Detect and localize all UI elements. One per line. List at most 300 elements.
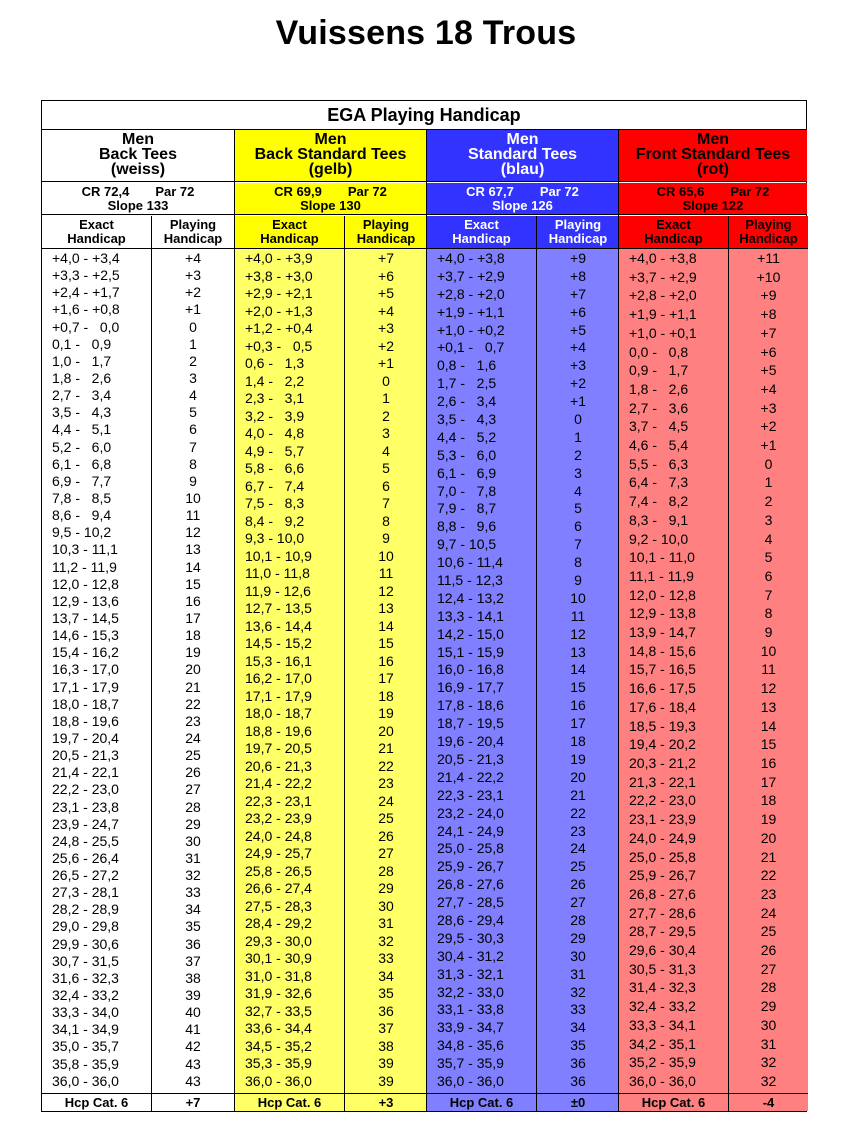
exact-range: 14,2 - 15,0 [437, 625, 504, 642]
playing-handicap-header [729, 216, 808, 249]
exact-range: 16,2 - 17,0 [245, 670, 312, 686]
exact-range: 22,2 - 23,0 [52, 781, 119, 798]
exact-range: +1,2 - +0,4 [245, 320, 313, 336]
playing-value: 15 [570, 679, 586, 696]
playing-value: 36 [185, 935, 201, 952]
header-line: Handicap [739, 231, 798, 246]
exact-range: +1,9 - +1,1 [437, 303, 505, 320]
exact-range: 28,6 - 29,4 [437, 911, 504, 928]
playing-value: +4 [378, 302, 394, 319]
exact-range: 23,1 - 23,9 [629, 811, 696, 828]
playing-value: 39 [185, 987, 201, 1004]
playing-value: 17 [185, 609, 201, 626]
exact-range: 17,1 - 17,9 [52, 678, 119, 695]
exact-handicap-header [619, 216, 728, 249]
exact-range: 8,3 - 9,1 [629, 511, 689, 528]
playing-value: 12 [378, 582, 394, 599]
exact-range: 11,2 - 11,9 [52, 558, 117, 575]
playing-value: 25 [185, 747, 201, 764]
header-line: Handicap [356, 231, 416, 246]
exact-range: 12,7 - 13,5 [245, 600, 312, 616]
header-line: Exact [656, 217, 691, 232]
playing-value: +2 [185, 284, 201, 301]
exact-range: 8,6 - 9,4 [52, 507, 112, 524]
exact-handicap-column [427, 216, 536, 1111]
exact-range: 18,5 - 19,3 [629, 717, 696, 734]
exact-range: 17,6 - 18,4 [629, 698, 696, 715]
exact-range: 27,5 - 28,3 [245, 897, 312, 914]
exact-range: 35,8 - 35,9 [52, 1055, 119, 1072]
exact-range: +1,0 - +0,1 [629, 324, 697, 341]
exact-range: 29,6 - 30,4 [629, 942, 696, 959]
exact-range: +4,0 - +3,4 [52, 250, 120, 266]
playing-value: 5 [189, 404, 197, 421]
exact-range: 6,9 - 7,7 [52, 472, 112, 489]
playing-value: 34 [378, 967, 394, 984]
playing-value: +1 [570, 393, 586, 410]
playing-value: 43 [185, 1055, 201, 1072]
exact-range: 34,8 - 35,6 [437, 1037, 504, 1054]
playing-value: 18 [760, 792, 777, 809]
header-line: Exact [464, 217, 499, 232]
playing-value: 24 [570, 840, 586, 857]
playing-value: 26 [185, 764, 201, 781]
exact-range: 18,8 - 19,6 [245, 722, 312, 739]
playing-value: 34 [185, 901, 201, 918]
exact-range: 29,3 - 30,0 [245, 932, 312, 949]
playing-handicap-header [537, 216, 619, 249]
exact-range: 15,4 - 16,2 [52, 644, 119, 661]
exact-range: 9,2 - 10,0 [629, 530, 689, 547]
exact-range: 30,4 - 31,2 [437, 947, 504, 964]
playing-value: 28 [378, 862, 394, 879]
exact-handicap-list [619, 251, 728, 1089]
playing-value: 12 [185, 524, 201, 541]
playing-value: 24 [185, 729, 201, 746]
column-header-line: Men [697, 131, 729, 148]
playing-handicap-list [345, 251, 427, 1089]
playing-value: 35 [185, 918, 201, 935]
playing-value: +6 [378, 267, 394, 284]
playing-value: 3 [574, 464, 582, 481]
playing-value: 8 [574, 554, 582, 571]
playing-value: +2 [570, 375, 586, 392]
exact-range: 31,6 - 32,3 [52, 969, 119, 986]
column-header [42, 130, 234, 182]
playing-value: +1 [378, 355, 394, 371]
playing-value: 36 [570, 1072, 586, 1089]
header-line: Playing [554, 217, 602, 232]
playing-value: 22 [185, 695, 201, 712]
playing-value: 0 [382, 372, 390, 389]
handicap-category-label: Hcp Cat. 6 [427, 1093, 536, 1111]
exact-range: 13,9 - 14,7 [629, 624, 696, 641]
exact-range: 13,6 - 14,4 [245, 617, 312, 634]
exact-range: 9,7 - 10,5 [437, 536, 497, 553]
exact-range: 2,6 - 3,4 [437, 393, 497, 410]
exact-range: 19,6 - 20,4 [437, 733, 504, 750]
playing-value: 14 [378, 617, 394, 634]
exact-range: 10,1 - 10,9 [245, 547, 312, 564]
playing-value: 21 [378, 740, 394, 756]
column-header-line: (weiss) [110, 161, 166, 178]
rating-line [619, 184, 807, 199]
exact-range: +2,8 - +2,0 [437, 285, 505, 302]
playing-value: 2 [574, 446, 582, 463]
header-line: Handicap [260, 231, 319, 246]
playing-value: 32 [760, 1054, 777, 1071]
column-header-line: Back Tees [99, 146, 177, 163]
playing-handicap-list [152, 251, 234, 1089]
exact-range: 6,7 - 7,4 [245, 477, 305, 494]
playing-value: +4 [185, 250, 201, 266]
playing-value: 35 [378, 985, 394, 1001]
exact-range: 11,1 - 11,9 [629, 567, 694, 584]
playing-value: 16 [378, 652, 394, 669]
playing-value: +2 [760, 418, 777, 435]
playing-value: 29 [185, 815, 201, 832]
exact-range: +0,1 - 0,7 [437, 339, 505, 356]
playing-value: +10 [756, 268, 781, 285]
playing-value: 30 [185, 832, 201, 849]
column-header [427, 130, 618, 182]
exact-range: 24,0 - 24,9 [629, 829, 696, 846]
exact-range: 1,7 - 2,5 [437, 375, 497, 392]
playing-value: 2 [189, 352, 197, 369]
playing-value: 16 [185, 592, 201, 609]
rating-line [42, 184, 234, 199]
course-rating [42, 183, 234, 215]
exact-range: 31,0 - 31,8 [245, 967, 312, 984]
column-header [235, 130, 426, 182]
exact-range: 3,5 - 4,3 [437, 411, 497, 428]
exact-range: +4,0 - +3,9 [245, 250, 313, 266]
header-line: Handicap [644, 231, 703, 246]
exact-range: 24,8 - 25,5 [52, 832, 119, 849]
playing-value: 9 [574, 572, 582, 589]
playing-value: 0 [189, 318, 197, 335]
column-header-line: (blau) [500, 161, 545, 178]
exact-range: 25,9 - 26,7 [629, 867, 696, 884]
exact-range: 0,1 - 0,9 [52, 335, 112, 352]
playing-value: 38 [185, 969, 201, 986]
exact-range: 32,7 - 33,5 [245, 1002, 312, 1019]
playing-value: 13 [570, 643, 586, 660]
playing-value: 23 [378, 775, 394, 791]
exact-range: 33,1 - 33,8 [437, 1001, 504, 1018]
playing-value: 25 [570, 858, 586, 875]
playing-value: 11 [185, 507, 201, 524]
course-rating [619, 183, 807, 215]
exact-range: 19,4 - 20,2 [629, 736, 696, 753]
exact-range: 11,9 - 12,6 [245, 582, 311, 599]
exact-handicap-column [235, 216, 344, 1111]
course-rating-value: CR 67,7 [466, 184, 514, 199]
exact-range: 6,1 - 6,9 [437, 464, 497, 481]
playing-value: 15 [760, 736, 777, 753]
playing-value: 7 [382, 495, 390, 511]
playing-value: 18 [378, 687, 394, 704]
playing-value: 7 [764, 586, 773, 603]
playing-value: 27 [185, 781, 201, 798]
exact-range: 25,0 - 25,8 [629, 848, 696, 865]
exact-range: 19,7 - 20,4 [52, 729, 119, 746]
course-rating [235, 183, 426, 215]
exact-range: 16,3 - 17,0 [52, 661, 119, 678]
playing-value: 15 [378, 635, 394, 651]
exact-handicap-header [42, 216, 151, 249]
playing-value: 4 [764, 530, 773, 547]
playing-value: 39 [378, 1072, 394, 1089]
exact-range: 7,8 - 8,5 [52, 489, 112, 506]
playing-value: 19 [185, 644, 201, 661]
playing-value: +5 [378, 285, 394, 301]
playing-value: 23 [760, 885, 777, 902]
exact-range: 20,5 - 21,3 [52, 747, 119, 764]
playing-value: 36 [378, 1002, 394, 1019]
exact-handicap-list [235, 251, 344, 1089]
playing-value: 26 [760, 942, 777, 959]
exact-handicap-list [427, 251, 536, 1089]
exact-range: 0,9 - 1,7 [629, 362, 689, 379]
exact-range: 34,2 - 35,1 [629, 1035, 696, 1052]
exact-range: 16,0 - 16,8 [437, 661, 504, 678]
exact-range: 8,4 - 9,2 [245, 512, 305, 529]
exact-range: 33,6 - 34,4 [245, 1020, 312, 1036]
exact-range: 3,5 - 4,3 [52, 404, 112, 421]
playing-value: 10 [760, 642, 777, 659]
handicap-category-label: Hcp Cat. 6 [235, 1093, 344, 1111]
exact-range: 22,2 - 23,0 [629, 792, 696, 809]
tee-column-rot [618, 130, 807, 1111]
exact-range: +2,9 - +2,1 [245, 285, 313, 301]
exact-range: +3,7 - +2,9 [437, 267, 505, 284]
exact-range: +1,9 - +1,1 [629, 306, 697, 323]
exact-range: 32,4 - 33,2 [52, 987, 119, 1004]
playing-value: 33 [570, 1001, 586, 1018]
playing-value: 33 [378, 950, 394, 966]
playing-value: 28 [760, 979, 777, 996]
playing-value: 24 [760, 904, 777, 921]
playing-value: 24 [378, 792, 394, 809]
exact-range: 4,4 - 5,1 [52, 421, 112, 438]
exact-range: 33,9 - 34,7 [437, 1019, 504, 1036]
playing-handicap-header [345, 216, 427, 249]
playing-value: 2 [764, 493, 773, 510]
course-rating [427, 183, 618, 215]
playing-value: 2 [382, 407, 390, 424]
slope-value: Slope 122 [682, 198, 744, 213]
header-line: Playing [362, 217, 410, 232]
playing-value: 12 [760, 680, 777, 697]
handicap-table [41, 100, 807, 1112]
playing-value: 32 [570, 983, 586, 1000]
playing-value: 9 [382, 530, 390, 546]
exact-range: +1,6 - +0,8 [52, 301, 120, 318]
slope-value: Slope 133 [107, 198, 169, 213]
exact-range: +1,0 - +0,2 [437, 321, 505, 338]
exact-handicap-column [619, 216, 728, 1111]
handicap-category-label: Hcp Cat. 6 [619, 1093, 728, 1111]
playing-value: +5 [760, 362, 777, 379]
exact-range: 18,0 - 18,7 [245, 705, 312, 721]
playing-value: 37 [185, 952, 201, 969]
par-value: Par 72 [347, 184, 387, 199]
playing-value: 0 [574, 411, 582, 428]
playing-value: 32 [378, 932, 394, 949]
exact-range: 14,8 - 15,6 [629, 642, 696, 659]
exact-range: 0,0 - 0,8 [629, 343, 689, 360]
playing-value: +7 [570, 285, 586, 302]
playing-value: 10 [570, 589, 586, 606]
playing-value: 11 [378, 565, 394, 581]
playing-handicap-column [728, 216, 808, 1111]
playing-value: 31 [378, 915, 394, 931]
column-header-line: (gelb) [308, 161, 353, 178]
exact-range: 30,5 - 31,3 [629, 960, 696, 977]
playing-value: +8 [760, 306, 777, 323]
playing-value: 25 [378, 810, 394, 826]
rating-line [235, 184, 426, 199]
exact-range: 2,7 - 3,6 [629, 399, 689, 416]
exact-range: 12,4 - 13,2 [437, 589, 504, 606]
exact-range: 10,3 - 11,1 [52, 541, 118, 558]
exact-range: 33,3 - 34,0 [52, 1004, 119, 1021]
exact-range: 19,7 - 20,5 [245, 740, 312, 756]
exact-range: +2,4 - +1,7 [52, 284, 120, 301]
playing-value: 5 [382, 460, 390, 476]
exact-range: 16,9 - 17,7 [437, 679, 504, 696]
playing-value: 30 [378, 897, 394, 914]
playing-value: +1 [185, 301, 201, 318]
exact-range: 28,4 - 29,2 [245, 915, 312, 931]
exact-range: 31,4 - 32,3 [629, 979, 696, 996]
playing-value: 22 [570, 804, 586, 821]
header-line: Playing [745, 217, 792, 232]
playing-value: +8 [570, 267, 586, 284]
exact-range: 9,3 - 10,0 [245, 530, 305, 546]
handicap-category-value: +7 [152, 1093, 234, 1111]
playing-value: 38 [378, 1037, 394, 1054]
exact-handicap-header [427, 216, 536, 249]
par-value: Par 72 [155, 184, 195, 199]
exact-range: 12,9 - 13,6 [52, 592, 119, 609]
playing-value: 19 [570, 750, 586, 767]
exact-range: 28,2 - 28,9 [52, 901, 119, 918]
exact-range: 4,9 - 5,7 [245, 442, 305, 459]
exact-range: 14,6 - 15,3 [52, 627, 119, 644]
exact-range: 32,4 - 33,2 [629, 998, 696, 1015]
playing-value: 12 [570, 625, 586, 642]
handicap-category-value: ±0 [537, 1093, 619, 1111]
column-header [619, 130, 807, 182]
exact-range: 35,2 - 35,9 [629, 1054, 696, 1071]
header-line: Handicap [548, 231, 608, 246]
exact-range: 21,3 - 22,1 [629, 773, 696, 790]
exact-range: 15,7 - 16,5 [629, 661, 696, 678]
par-value: Par 72 [539, 184, 579, 199]
exact-range: 25,9 - 26,7 [437, 858, 504, 875]
playing-value: 15 [185, 575, 201, 592]
playing-value: 5 [764, 549, 773, 566]
table-title: EGA Playing Handicap [42, 101, 806, 130]
exact-range: 13,7 - 14,5 [52, 609, 119, 626]
header-line: Exact [79, 217, 114, 232]
playing-value: 30 [760, 1016, 777, 1033]
playing-value: 34 [570, 1019, 586, 1036]
exact-range: 25,6 - 26,4 [52, 849, 119, 866]
exact-range: +4,0 - +3,8 [629, 250, 697, 266]
header-line: Handicap [452, 231, 511, 246]
exact-range: 23,1 - 23,8 [52, 798, 119, 815]
playing-value: 13 [760, 698, 777, 715]
exact-handicap-list [42, 251, 151, 1089]
course-rating-value: CR 72,4 [81, 184, 130, 199]
exact-range: 23,2 - 23,9 [245, 810, 312, 826]
playing-value: 26 [570, 876, 586, 893]
exact-range: 6,4 - 7,3 [629, 474, 689, 491]
exact-range: +0,7 - 0,0 [52, 318, 120, 335]
exact-range: 9,5 - 10,2 [52, 524, 112, 541]
exact-range: 29,5 - 30,3 [437, 929, 504, 946]
exact-range: 24,0 - 24,8 [245, 827, 312, 844]
exact-range: 29,9 - 30,6 [52, 935, 119, 952]
tee-column-weiss [42, 130, 234, 1111]
playing-handicap-column [536, 216, 619, 1111]
playing-value: 18 [185, 627, 201, 644]
playing-value: +1 [760, 437, 777, 454]
playing-value: 16 [760, 754, 777, 771]
playing-value: 31 [185, 849, 201, 866]
exact-range: 22,3 - 23,1 [245, 792, 312, 809]
playing-value: 31 [760, 1035, 777, 1052]
exact-range: 4,4 - 5,2 [437, 428, 497, 445]
playing-value: +9 [570, 250, 586, 266]
playing-value: 17 [760, 773, 777, 790]
playing-value: 23 [570, 822, 586, 839]
exact-range: 8,8 - 9,6 [437, 518, 497, 535]
exact-range: 17,1 - 17,9 [245, 687, 312, 704]
playing-value: 4 [574, 482, 582, 499]
playing-value: 10 [378, 547, 394, 564]
playing-value: +4 [760, 380, 777, 397]
playing-value: 30 [570, 947, 586, 964]
playing-value: +3 [570, 357, 586, 374]
playing-value: +6 [570, 303, 586, 320]
playing-value: +3 [760, 399, 777, 416]
playing-value: 17 [570, 715, 586, 732]
playing-value: 39 [378, 1055, 394, 1071]
exact-range: 35,7 - 35,9 [437, 1055, 504, 1072]
page-title: Vuissens 18 Trous [275, 14, 577, 52]
playing-value: 8 [382, 512, 390, 529]
exact-range: 27,3 - 28,1 [52, 884, 119, 901]
exact-range: +0,3 - 0,5 [245, 337, 313, 354]
exact-range: 36,0 - 36,0 [245, 1072, 312, 1089]
column-header-line: Back Standard Tees [254, 146, 407, 163]
playing-value: 3 [382, 425, 390, 441]
exact-range: 3,7 - 4,5 [629, 418, 689, 435]
exact-range: 30,7 - 31,5 [52, 952, 119, 969]
playing-value: 11 [761, 661, 776, 678]
exact-range: +3,7 - +2,9 [629, 268, 697, 285]
exact-range: 26,5 - 27,2 [52, 867, 119, 884]
playing-value: 25 [760, 923, 777, 940]
exact-range: 35,0 - 35,7 [52, 1038, 119, 1055]
playing-value: 20 [760, 829, 777, 846]
playing-value: 10 [185, 489, 201, 506]
exact-range: 20,5 - 21,3 [437, 750, 504, 767]
